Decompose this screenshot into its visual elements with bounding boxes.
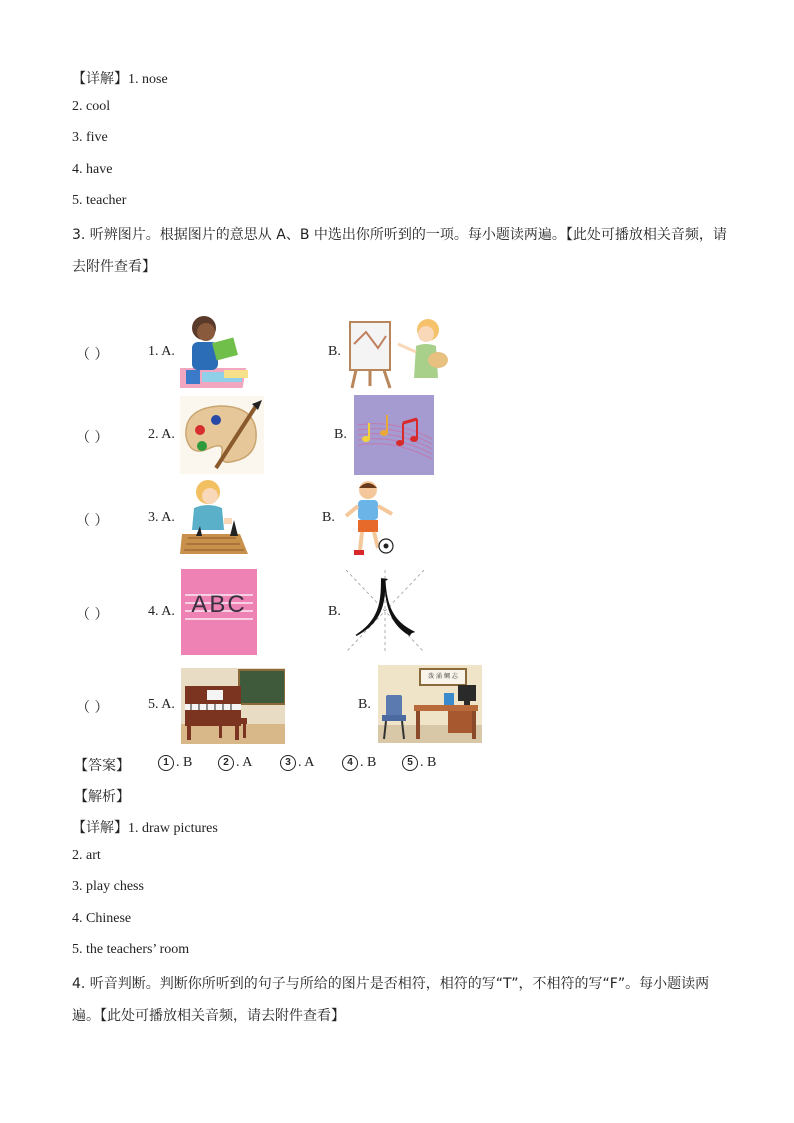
- q3-detail-4: 4. Chinese: [72, 911, 132, 926]
- answer-label: 【答案】: [74, 758, 130, 774]
- q3-detail-2: 2. art: [72, 848, 101, 863]
- abc-text: ABC: [191, 591, 247, 618]
- answer-item-4: [342, 755, 376, 771]
- item2-label-b: B.: [334, 427, 347, 442]
- item5-label-b: B.: [358, 697, 371, 712]
- office-sign-text: 泼 涌 鲷 志: [428, 673, 458, 680]
- q3-detail-1: 1. draw pictures: [128, 821, 218, 836]
- q3-detail-3: 3. play chess: [72, 879, 144, 894]
- item1-label-b: B.: [328, 344, 341, 359]
- question3-instruction-line1: 3. 听辨图片。根据图片的意思从 A、B 中选出你所听到的一项。每小题读两遍。【此处可播放相关音频，请: [72, 227, 727, 243]
- q3-detail-label: 【详解】: [72, 820, 128, 836]
- item1-answer-blank[interactable]: （ ）: [76, 347, 109, 363]
- detail-label: 【详解】: [72, 71, 128, 87]
- item4-label-b: B.: [328, 604, 341, 619]
- item1-label-a: 1. A.: [148, 344, 175, 359]
- detail-answer-4: 4. have: [72, 162, 113, 177]
- item5-label-a: 5. A.: [148, 697, 175, 712]
- analysis-label: 【解析】: [74, 789, 130, 805]
- chinese-character-image: [346, 570, 424, 652]
- music-room-piano-image: [181, 668, 285, 744]
- detail-line-1: [72, 68, 168, 88]
- answer-value-3: . A: [298, 755, 315, 771]
- answer-number-1: 1: [158, 755, 174, 771]
- item3-answer-blank[interactable]: （ ）: [76, 513, 109, 529]
- reading-boy-image: [180, 312, 258, 392]
- boy-playing-football-image: [340, 478, 400, 560]
- item5-answer-blank[interactable]: （ ）: [76, 700, 109, 716]
- answer-item-3: [280, 755, 314, 771]
- girl-painting-image: [346, 314, 450, 390]
- item2-answer-blank[interactable]: （ ）: [76, 430, 109, 446]
- abc-letters-image: [181, 569, 257, 655]
- detail-answer-5: 5. teacher: [72, 193, 127, 208]
- answer-number-4: 4: [342, 755, 358, 771]
- item3-label-a: 3. A.: [148, 510, 175, 525]
- answer-number-3: 3: [280, 755, 296, 771]
- ren-character: 人: [353, 573, 417, 647]
- answer-item-5: [402, 755, 436, 771]
- answer-number-2: 2: [218, 755, 234, 771]
- question4-instruction-line1: 4. 听音判断。判断你所听到的句子与所给的图片是否相符，相符的写“T”，不相符的写“F”。每小题读两: [72, 976, 710, 992]
- detail-answer-2: 2. cool: [72, 99, 111, 114]
- girl-playing-chess-image: [180, 478, 250, 558]
- paint-palette-image: [180, 396, 264, 474]
- answer-value-5: . B: [420, 755, 437, 771]
- detail-answer-1: 1. nose: [128, 72, 168, 87]
- detail-answer-3: 3. five: [72, 130, 108, 145]
- music-notes-image: [354, 395, 434, 475]
- teachers-room-image: [378, 665, 482, 743]
- answer-number-5: 5: [402, 755, 418, 771]
- q3-detail-line-1: [72, 817, 218, 837]
- item4-label-a: 4. A.: [148, 604, 175, 619]
- item2-label-a: 2. A.: [148, 427, 175, 442]
- answer-value-4: . B: [360, 755, 377, 771]
- answer-item-1: [158, 755, 192, 771]
- answer-value-2: . A: [236, 755, 253, 771]
- item4-answer-blank[interactable]: （ ）: [76, 607, 109, 623]
- answer-value-1: . B: [176, 755, 193, 771]
- q3-detail-5: 5. the teachers’ room: [72, 942, 190, 957]
- question3-instruction-line2: 去附件查看】: [72, 259, 156, 275]
- answer-item-2: [218, 755, 252, 771]
- question4-instruction-line2: 遍。【此处可播放相关音频，请去附件查看】: [72, 1008, 345, 1024]
- item3-label-b: B.: [322, 510, 335, 525]
